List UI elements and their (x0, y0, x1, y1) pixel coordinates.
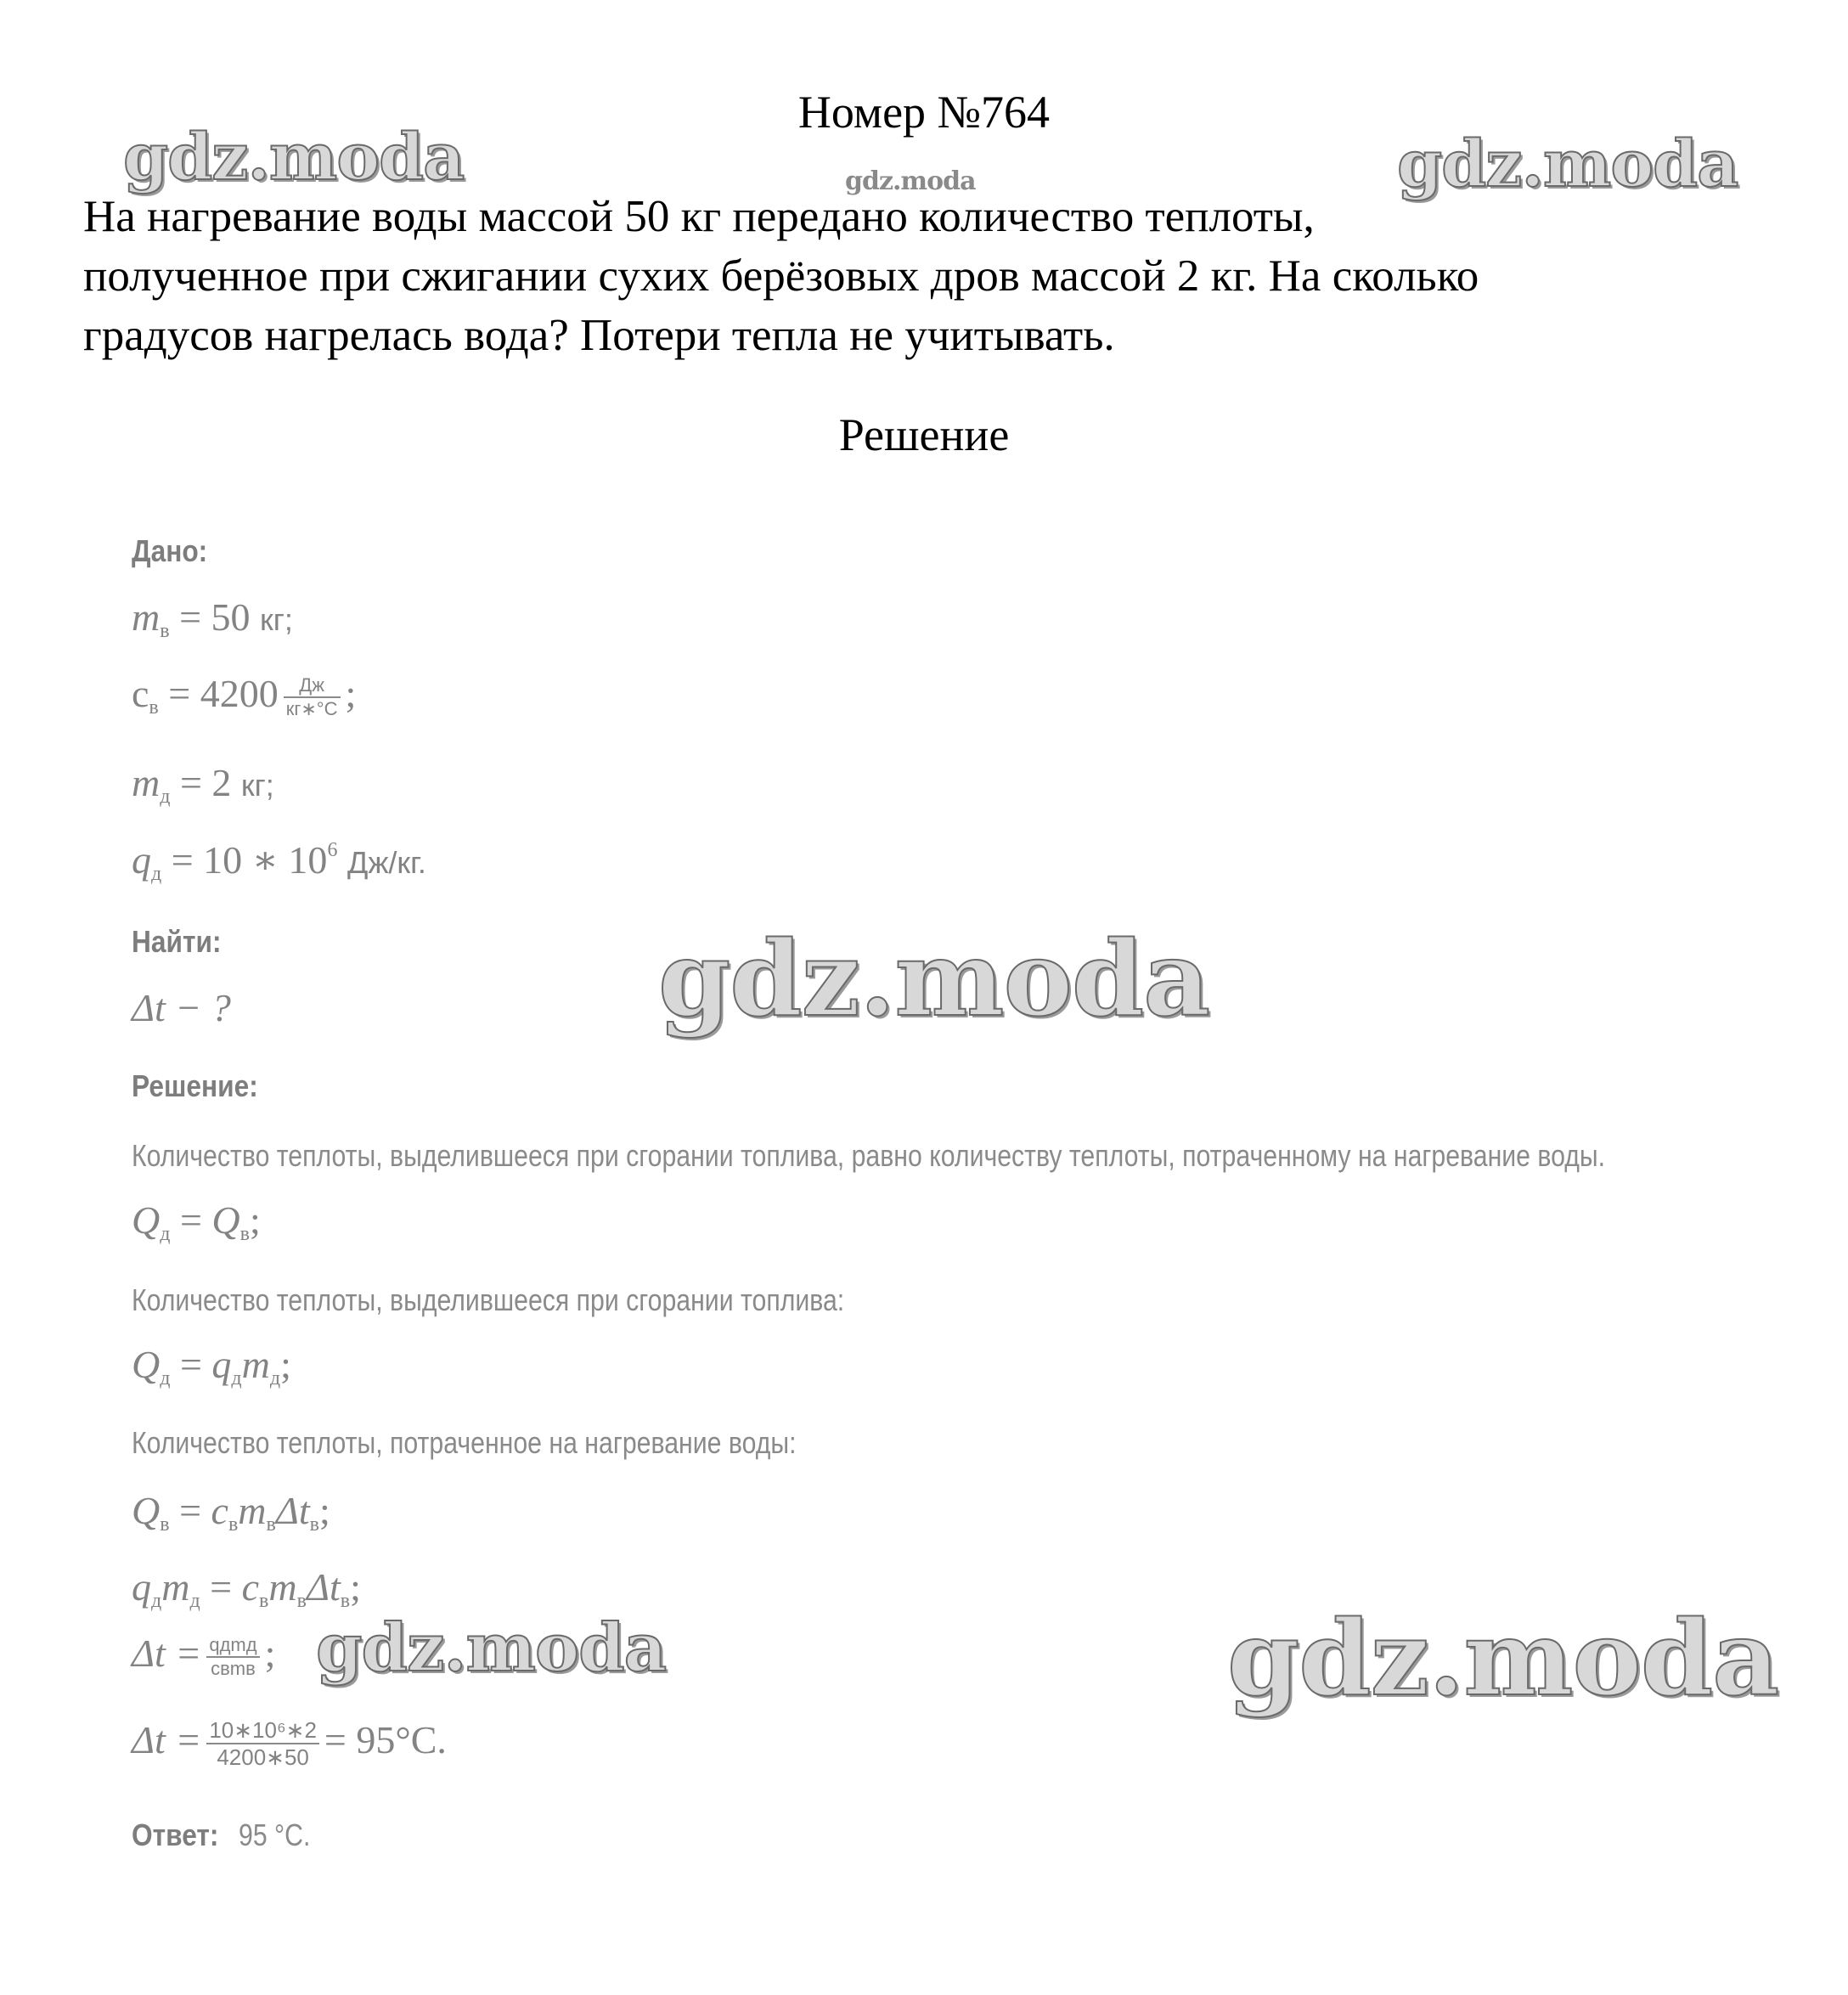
sub: в (296, 1590, 307, 1612)
term: c (211, 1489, 228, 1532)
sub: в (266, 1513, 276, 1536)
equation-4 (132, 1564, 361, 1613)
unit: кг; (260, 602, 293, 637)
term: q (132, 1565, 151, 1609)
page-title: Номер №764 (797, 87, 1051, 138)
problem-line: полученное при сжигании сухих берёзовых дров массой 2 кг. На сколько (83, 251, 1479, 301)
solution-label: Решение: (132, 1068, 258, 1103)
term: Δt (306, 1565, 341, 1609)
problem-statement (83, 187, 1782, 365)
term: m (238, 1489, 267, 1532)
numerator: Дж (284, 674, 341, 698)
term: c (241, 1565, 260, 1609)
watermark: gdz.moda (123, 119, 465, 194)
denominator: cвmв (211, 1658, 256, 1680)
watermark: gdz.moda (658, 917, 1210, 1040)
rhs: Q (211, 1198, 240, 1242)
sub: в (309, 1513, 319, 1536)
expr: Δt − ? (132, 986, 231, 1029)
equation-6 (132, 1717, 447, 1770)
lhs: Q (132, 1198, 161, 1242)
answer (132, 1817, 324, 1853)
given-mass-wood (132, 760, 274, 809)
sub: д (151, 863, 162, 885)
value: = 10 ∗ 10 (171, 838, 328, 882)
term: Δt (275, 1489, 310, 1532)
term: m (268, 1565, 297, 1609)
watermark: gdz.moda (1397, 126, 1738, 201)
rhs: = 95°C. (324, 1718, 447, 1761)
term: q (211, 1343, 232, 1386)
unit: Дж/кг. (346, 845, 426, 880)
problem-line: градусов нагрелась вода? Потери тепла не учитывать. (83, 311, 1115, 360)
lhs: Δt = (132, 1718, 202, 1761)
given-heat-capacity (132, 671, 356, 720)
equation-1 (132, 1198, 261, 1246)
op: = (210, 1565, 233, 1609)
denominator: кг∗°C (285, 698, 338, 720)
value: = 4200 (168, 672, 279, 715)
find-label: Найти: (132, 924, 222, 959)
tail: ; (264, 1632, 276, 1675)
op: = (179, 1198, 202, 1242)
sub: в (228, 1513, 239, 1536)
given-specific-heat-combustion (132, 837, 426, 886)
fraction (206, 1717, 319, 1770)
given-mass-water (132, 595, 293, 643)
solution-text-3: Количество теплоты, потраченное на нагревание воды: (132, 1425, 797, 1460)
numerator: qдmд (206, 1634, 259, 1658)
lhs: Q (132, 1489, 161, 1532)
solution-text-2: Количество теплоты, выделившееся при сгорании топлива: (132, 1282, 845, 1317)
watermark: gdz.moda (1227, 1597, 1779, 1719)
tail: ; (345, 672, 357, 715)
sub: д (160, 1367, 171, 1389)
exponent: 6 (327, 839, 338, 861)
sub: в (259, 1590, 269, 1612)
tail: ; (319, 1489, 330, 1532)
equation-5 (132, 1631, 275, 1680)
numerator: 10∗10⁶∗2 (206, 1717, 319, 1744)
sub: в (149, 696, 159, 719)
value: = 50 (179, 595, 251, 639)
sub: д (231, 1367, 242, 1389)
sub: д (269, 1367, 281, 1389)
equation-3 (132, 1488, 330, 1536)
fraction (206, 1634, 259, 1680)
sub: в (160, 1513, 170, 1536)
op: = (179, 1343, 202, 1386)
tail: ; (280, 1343, 291, 1386)
sub: в (160, 620, 170, 642)
lhs: Q (132, 1343, 161, 1386)
sub: д (160, 786, 171, 808)
sub: в (340, 1590, 351, 1612)
lhs: Δt = (132, 1632, 202, 1675)
value: = 2 (179, 761, 232, 804)
given-label: Дано: (132, 533, 208, 568)
solution-text-1: Количество теплоты, выделившееся при сгорании топлива, равно количеству теплоты, потраченному на нагревание воды. (132, 1138, 1606, 1173)
tail: ; (350, 1565, 361, 1609)
answer-label: Ответ: (132, 1817, 219, 1852)
unit-fraction (284, 674, 341, 720)
solution-heading: Решение (838, 409, 1010, 460)
watermark: gdz.moda (316, 1609, 667, 1687)
var: m (132, 761, 161, 804)
var: c (132, 672, 149, 715)
sub: д (189, 1590, 200, 1612)
answer-value: 95 °C. (239, 1817, 311, 1852)
problem-line: На нагревание воды массой 50 кг передано количество теплоты, (83, 192, 1315, 241)
sub: д (151, 1590, 162, 1612)
find-expression (132, 985, 231, 1030)
op: = (179, 1489, 202, 1532)
equation-2 (132, 1342, 291, 1390)
var: q (132, 838, 151, 882)
tail: ; (249, 1198, 261, 1242)
var: m (132, 595, 161, 639)
term: m (241, 1343, 270, 1386)
sub: д (160, 1223, 171, 1245)
denominator: 4200∗50 (217, 1744, 309, 1771)
watermark: gdz.moda (845, 166, 976, 196)
unit: кг; (240, 768, 274, 803)
sub: в (239, 1223, 250, 1245)
term: m (161, 1565, 190, 1609)
